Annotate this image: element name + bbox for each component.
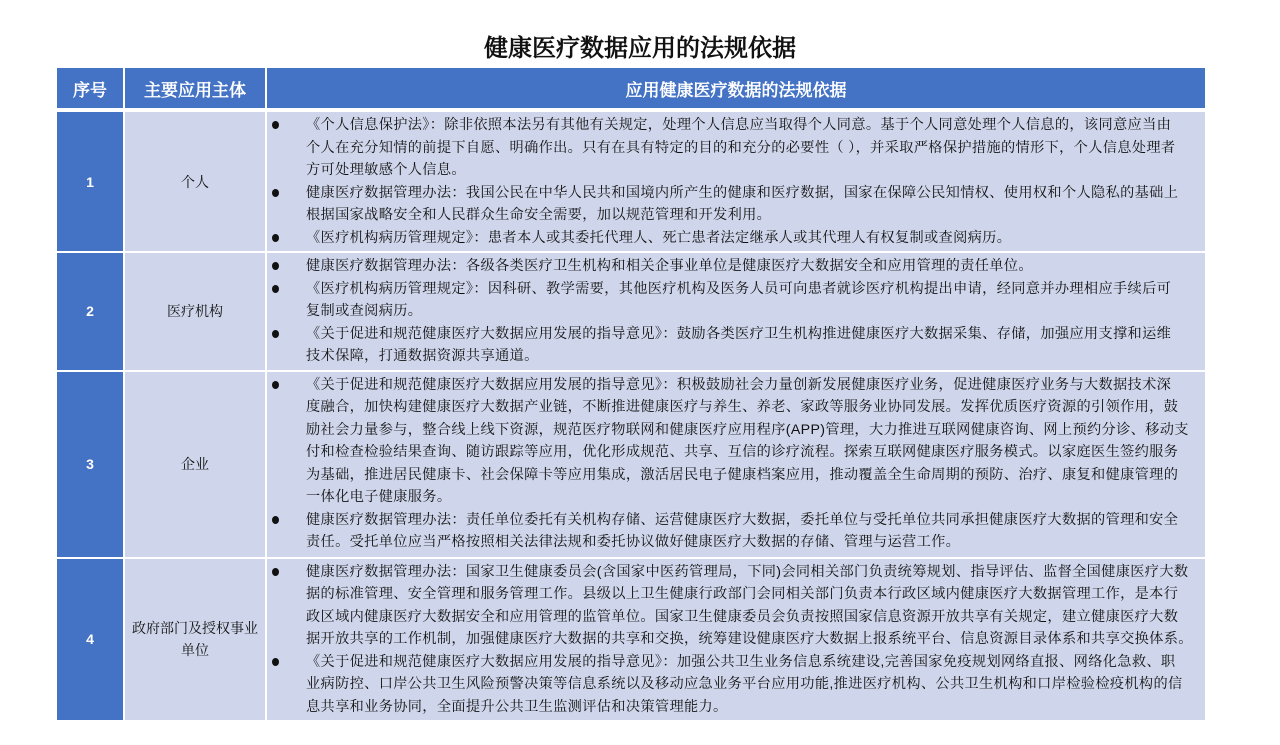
bullet-text-line: 健康医疗数据管理办法：责任单位委托有关机构存储、运营健康医疗大数据，委托单位与受托单位共同承担健康医疗大数据的管理和安全 — [306, 511, 1179, 528]
bullet-icon — [272, 568, 279, 576]
bullet-text-line: 个人在充分知情的前提下自愿、明确作出。只有在具有特定的目的和充分的必要性（ ），并采取严格保护措施的情形下，个人信息处理者 — [306, 139, 1176, 156]
bullet-icon — [272, 330, 279, 338]
bullet-item — [267, 509, 1205, 554]
bullet-item — [267, 651, 1205, 719]
bullet-text-line: 《个人信息保护法》：除非依照本法另有其他有关规定，处理个人信息应当取得个人同意。基于个人同意处理个人信息的，该同意应当由 — [306, 117, 1172, 133]
bullet-icon — [272, 658, 279, 666]
row-subject: 政府部门及授权事业单位 — [124, 558, 266, 722]
bullet-item — [267, 561, 1205, 651]
bullet-icon — [272, 285, 279, 293]
header-subject: 主要应用主体 — [124, 67, 266, 110]
bullet-text-line: 付和检查检验结果查询、随访跟踪等应用，优化形成规范、共享、互信的诊疗流程。探索互联网健康医疗服务模式。以家庭医生签约服务 — [306, 444, 1179, 460]
bullet-item — [267, 227, 1205, 250]
bullet-item — [267, 182, 1205, 227]
table-row — [56, 558, 1206, 722]
bullet-text-line: 据开放共享的工作机制，加强健康医疗大数据的共享和交换，统筹建设健康医疗大数据上报系统平台、信息资源目录体系和共享交换体系。 — [306, 631, 1193, 647]
row-number: 1 — [56, 110, 124, 252]
row-basis — [266, 110, 1206, 252]
bullet-text-line: 技术保障，打通数据资源共享通道。 — [306, 348, 539, 364]
row-subject: 企业 — [124, 371, 266, 558]
bullet-text-line: 健康医疗数据管理办法：我国公民在中华人民共和国境内所产生的健康和医疗数据，国家在保障公民知情权、使用权和个人隐私的基础上 — [306, 184, 1179, 201]
row-subject: 个人 — [124, 110, 266, 252]
bullet-text-line: 健康医疗数据管理办法：各级各类医疗卫生机构和相关企事业单位是健康医疗大数据安全和应用管理的责任单位。 — [306, 258, 1033, 274]
row-basis — [266, 558, 1206, 722]
bullet-icon — [272, 189, 279, 197]
bullet-text-line: 《医疗机构病历管理规定》：因科研、教学需要，其他医疗机构及医务人员可向患者就诊医疗机构提出申请，经同意并办理相应手续后可 — [306, 280, 1172, 297]
row-number: 4 — [56, 558, 124, 722]
bullet-icon — [272, 516, 279, 524]
header-number: 序号 — [56, 67, 124, 110]
regulation-table — [55, 66, 1207, 722]
bullet-text-line: 励社会力量参与，整合线上线下资源，规范医疗物联网和健康医疗应用程序(APP)管理，大力推进互联网健康咨询、网上预约分诊、移动支 — [306, 421, 1189, 438]
bullet-item — [267, 114, 1205, 182]
bullet-text-line: 复制或查阅病历。 — [306, 303, 423, 319]
table-header — [56, 67, 1206, 110]
bullet-item — [267, 323, 1205, 368]
bullet-text-line: 《医疗机构病历管理规定》：患者本人或其委托代理人、死亡患者法定继承人或其代理人有权复制或查阅病历。 — [306, 229, 1012, 246]
bullet-text-line: 度融合，加快构建健康医疗大数据产业链，不断推进健康医疗与养生、养老、家政等服务业协同发展。发挥优质医疗资源的引领作用，鼓 — [306, 399, 1179, 415]
bullet-text-line: 政区域内健康医疗大数据安全和应用管理的监管单位。国家卫生健康委员会负责按照国家信息资源开放共享有关规定，建立健康医疗大数 — [306, 608, 1179, 625]
row-basis — [266, 252, 1206, 371]
table-row — [56, 110, 1206, 252]
bullet-text-line: 《关于促进和规范健康医疗大数据应用发展的指导意见》：鼓励各类医疗卫生机构推进健康医疗大数据采集、存储，加强应用支撑和运维 — [306, 325, 1172, 342]
table-row — [56, 371, 1206, 558]
row-number: 3 — [56, 371, 124, 558]
bullet-text-line: 息共享和业务协同，全面提升公共卫生监测评估和决策管理能力。 — [306, 698, 728, 715]
bullet-item — [267, 255, 1205, 278]
bullet-icon — [272, 381, 279, 389]
header-basis: 应用健康医疗数据的法规依据 — [266, 67, 1206, 110]
bullet-text-line: 一体化电子健康服务。 — [306, 489, 452, 505]
bullet-text-line: 为基础，推进居民健康卡、社会保障卡等应用集成，激活居民电子健康档案应用，推动覆盖全生命周期的预防、治疗、康复和健康管理的 — [306, 466, 1179, 483]
row-number: 2 — [56, 252, 124, 371]
page-title: 健康医疗数据应用的法规依据 — [484, 35, 796, 62]
row-subject: 医疗机构 — [124, 252, 266, 371]
table-row — [56, 252, 1206, 371]
bullet-icon — [272, 262, 279, 270]
bullet-text-line: 《关于促进和规范健康医疗大数据应用发展的指导意见》：积极鼓励社会力量创新发展健康医疗业务，促进健康医疗业务与大数据技术深 — [306, 376, 1172, 393]
bullet-text-line: 《关于促进和规范健康医疗大数据应用发展的指导意见》：加强公共卫生业务信息系统建设,完善国家免疫规划网络直报、网络化急救、职 — [306, 653, 1176, 670]
bullet-text-line: 责任。受托单位应当严格按照相关法律法规和委托协议做好健康医疗大数据的存储、管理与运营工作。 — [306, 534, 961, 550]
bullet-text-line: 根据国家战略安全和人民群众生命安全需要，加以规范管理和开发利用。 — [306, 207, 772, 223]
row-basis — [266, 371, 1206, 558]
bullet-text-line: 健康医疗数据管理办法：国家卫生健康委员会(含国家中医药管理局，下同)会同相关部门负责统筹规划、指导评估、监督全国健康医疗大数 — [306, 563, 1189, 580]
bullet-text-line: 方可处理敏感个人信息。 — [306, 162, 466, 178]
bullet-item — [267, 278, 1205, 323]
bullet-icon — [272, 234, 279, 242]
bullet-text-line: 业病防控、口岸公共卫生风险预警决策等信息系统以及移动应急业务平台应用功能,推进医疗机构、公共卫生机构和口岸检验检疫机构的信 — [306, 676, 1183, 692]
bullet-icon — [272, 121, 279, 129]
bullet-text-line: 据的标准管理、安全管理和服务管理工作。县级以上卫生健康行政部门会同相关部门负责本行政区域内健康医疗大数据管理工作，是本行 — [306, 586, 1179, 602]
bullet-item — [267, 374, 1205, 509]
